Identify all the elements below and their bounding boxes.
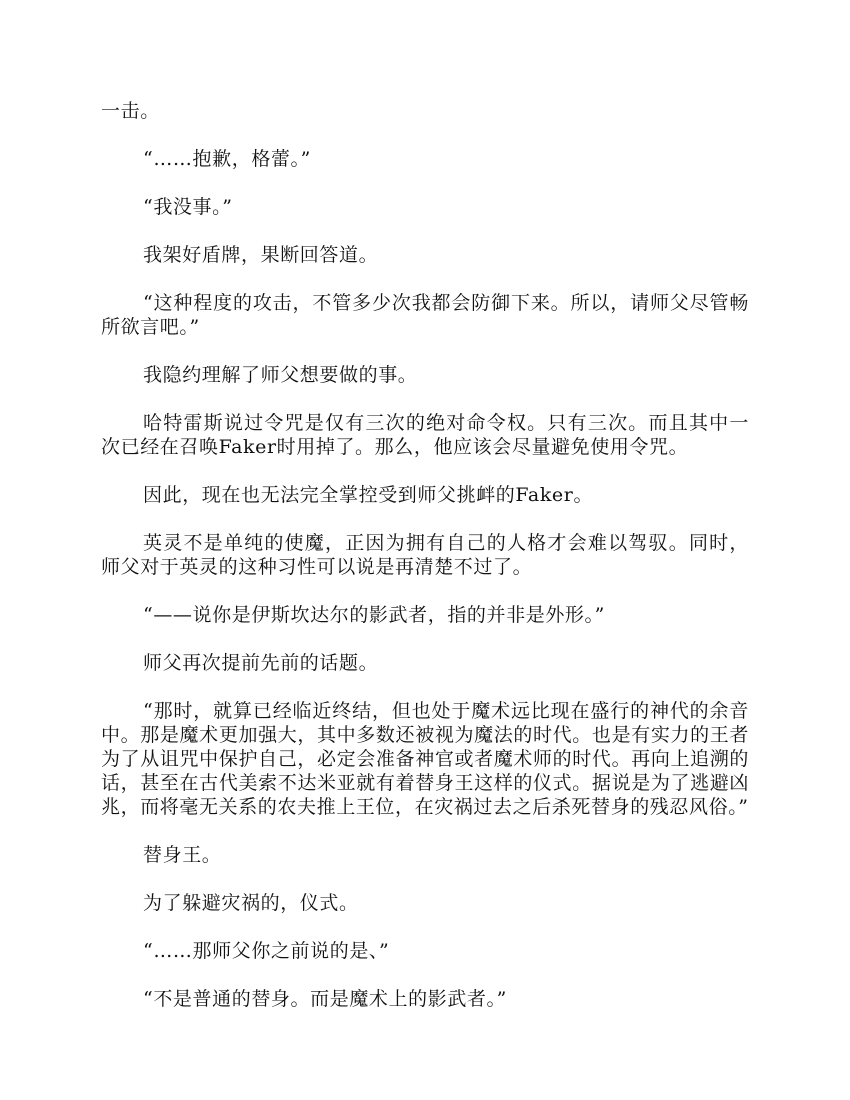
paragraph: 英灵不是单纯的使魔，正因为拥有自己的人格才会难以驾驭。同时，师父对于英灵的这种习性可以说是再清楚不过了。 (101, 532, 749, 578)
paragraph: 师父再次提前先前的话题。 (143, 652, 379, 674)
paragraph: 替身王。 (143, 844, 222, 866)
paragraph: “不是普通的替身。而是魔术上的影武者。” (143, 988, 507, 1010)
paragraph: “——说你是伊斯坎达尔的影武者，指的并非是外形。” (143, 604, 605, 626)
paragraph: “那时，就算已经临近终结，但也处于魔术远比现在盛行的神代的余音中。那是魔术更加强大，其中多数还被视为魔法的时代。也是有实力的王者为了从诅咒中保护自己，必定会准备神官或者魔术师的时代。再向上追溯的话，甚至在古代美索不达米亚就有着替身王这样的仪式。据说是为了逃避凶兆，而将毫无关系的农夫推上王位，在灾祸过去之后杀死替身的残忍风俗。” (101, 700, 749, 818)
paragraph: “……抱歉，格蕾。” (143, 148, 311, 170)
paragraph: 我隐约理解了师父想要做的事。 (143, 364, 418, 386)
paragraph: 哈特雷斯说过令咒是仅有三次的绝对命令权。只有三次。而且其中一次已经在召唤Faker时用掉了。那么，他应该会尽量避免使用令咒。 (101, 412, 749, 458)
paragraph: “这种程度的攻击，不管多少次我都会防御下来。所以，请师父尽管畅所欲言吧。” (101, 292, 749, 338)
paragraph: 为了躲避灾祸的，仪式。 (143, 892, 359, 914)
paragraph: “……那师父你之前说的是、” (143, 940, 390, 962)
paragraph: 我架好盾牌，果断回答道。 (143, 244, 379, 266)
document-body (101, 99, 749, 1035)
paragraph: 一击。 (101, 100, 160, 122)
paragraph: “我没事。” (143, 196, 233, 218)
paragraph: 因此，现在也无法完全掌控受到师父挑衅的Faker。 (143, 484, 594, 506)
